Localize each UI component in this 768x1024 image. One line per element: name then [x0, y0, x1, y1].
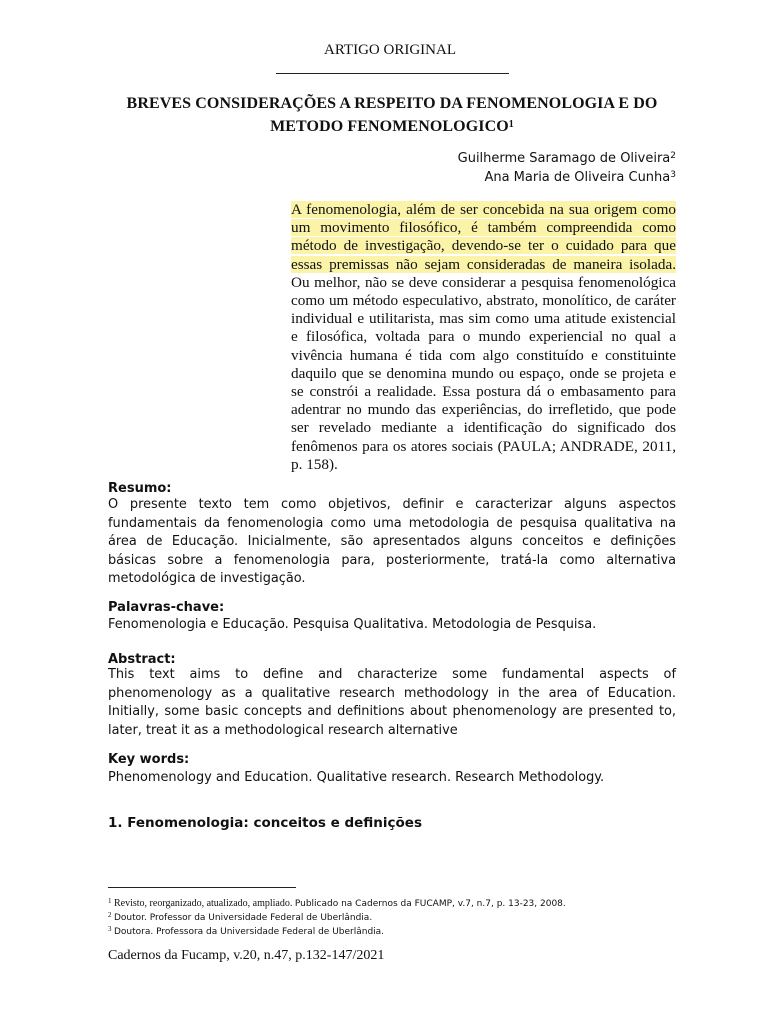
- key-words-label: Key words:: [108, 752, 190, 767]
- resumo-text: O presente texto tem como objetivos, definir e caracterizar alguns aspectos fundamentais da fenomenologia como uma metodologia de pesquisa qualitativa na área de Educação. Inicialmente, são apresentados alguns conceitos e definições básicas sobre a fenomenologia para, posteriormente, tratá-la como alternativa metodológica de investigação.: [108, 497, 676, 586]
- footnote-1-text-b: Publicado na Cadernos da FUCAMP, v.7, n.7, p. 13-23, 2008.: [294, 899, 566, 909]
- footnote-3: [108, 923, 384, 939]
- author-2-marker: 3: [670, 170, 676, 180]
- footnote-3-text: Doutora. Professora da Universidade Federal de Uberlândia.: [114, 927, 385, 937]
- author-1-marker: 2: [670, 151, 676, 161]
- footnote-3-marker: 3: [108, 925, 112, 933]
- epigraph-highlighted-text: A fenomenologia, além de ser concebida na sua origem como um movimento filosófico, é também compreendida como método de investigação, devendo-se ter o cuidado para que essas premissas não sejam consideradas de maneira isolada.: [291, 201, 676, 273]
- epigraph-text: Ou melhor, não se deve considerar a pesquisa fenomenológica como um método especulativo, abstrato, monolítico, de caráter individual e utilitarista, mas sim como uma atitude existencial e filosófica, voltada para o mundo experiencial no qual a vivência humana é tida com algo constituído e constituinte daquilo que se denomina mundo ou espaço, onde se projeta e se constrói a realidade. Essa postura dá o embasamento para adentrar no mundo das experiências, do irrefletido, que pode ser revelado mediante a identificação do significado dos fenômenos para os atores sociais (PAULA; ANDRADE, 2011, p. 158).: [291, 273, 676, 473]
- abstract-label: Abstract:: [108, 652, 176, 667]
- resumo-label: Resumo:: [108, 481, 172, 496]
- paper-title: [92, 93, 692, 137]
- palavras-chave-label: Palavras-chave:: [108, 600, 225, 615]
- epigraph-quote: [291, 201, 676, 474]
- footnote-2-marker: 2: [108, 911, 112, 919]
- author-2: [484, 170, 676, 185]
- abstract-text: This text aims to define and characterize some fundamental aspects of phenomenology as a qualitative research methodology in the area of Education. Initially, some basic concepts and definitions about phenomenology are presented to, later, treat it as a methodological research alternative: [108, 667, 676, 738]
- footnote-1-marker: 1: [108, 897, 112, 905]
- section-heading: 1. Fenomenologia: conceitos e definições: [108, 815, 422, 831]
- header-divider: [276, 73, 509, 74]
- footnote-2-text: Doutor. Professor da Universidade Federal de Uberlândia.: [114, 913, 373, 923]
- palavras-chave-text: Fenomenologia e Educação. Pesquisa Qualitativa. Metodologia de Pesquisa.: [108, 617, 597, 632]
- key-words-text: Phenomenology and Education. Qualitative research. Research Methodology.: [108, 770, 605, 785]
- author-1-name: Guilherme Saramago de Oliveira: [457, 151, 671, 166]
- article-type-label: ARTIGO ORIGINAL: [324, 42, 456, 58]
- author-1: [458, 151, 676, 166]
- journal-footer: Cadernos da Fucamp, v.20, n.47, p.132-147/2021: [108, 948, 385, 963]
- paper-title-text: BREVES CONSIDERAÇÕES A RESPEITO DA FENOMENOLOGIA E DO METODO FENOMENOLOGICO: [126, 95, 658, 135]
- author-2-name: Ana Maria de Oliveira Cunha: [484, 170, 671, 185]
- title-footnote-marker: 1: [508, 119, 514, 130]
- footnote-divider: [108, 887, 296, 888]
- footnote-1-text-a: Revisto, reorganizado, atualizado, ampliado.: [114, 898, 293, 909]
